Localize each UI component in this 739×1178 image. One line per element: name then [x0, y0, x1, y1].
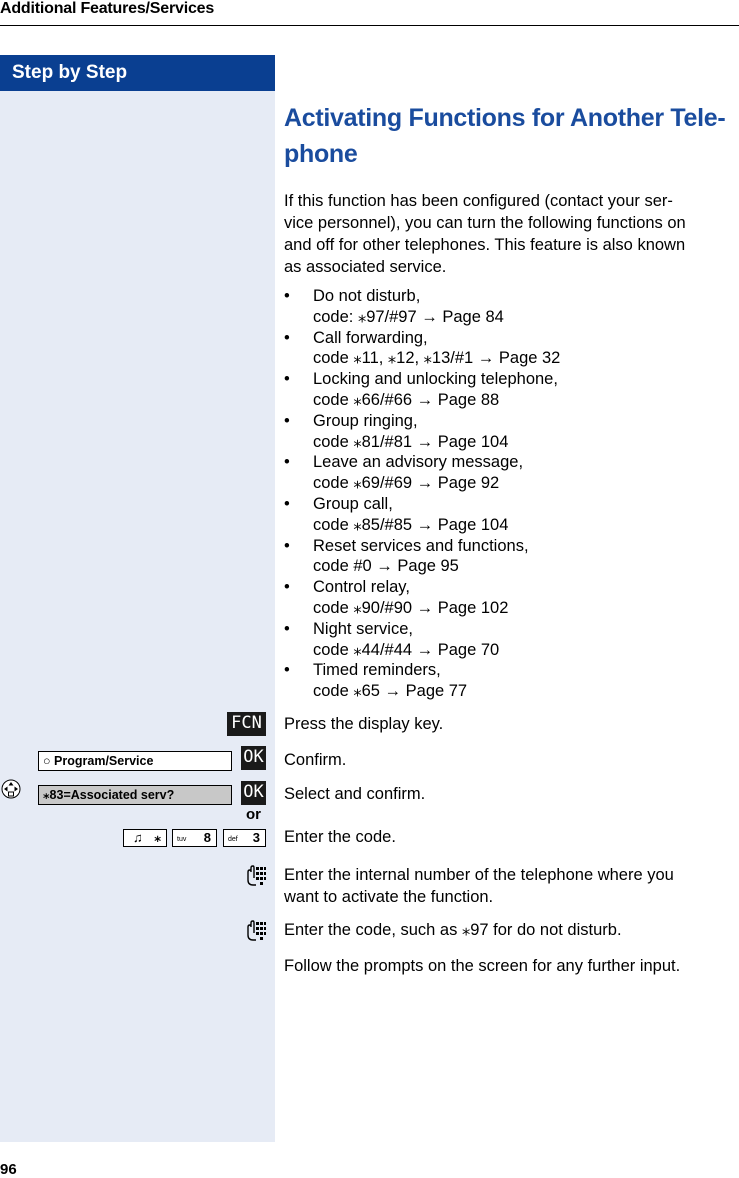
key-3-letters: def: [228, 836, 238, 843]
list-item-label: Group ringing,: [313, 411, 418, 430]
keypad-icon[interactable]: [246, 864, 266, 886]
ok-button[interactable]: OK: [241, 781, 266, 805]
list-item-label: Reset services and functions,: [313, 536, 529, 555]
step-select-text: Select and confirm.: [284, 785, 426, 803]
list-item-code: code ⁎65 → Page 77: [313, 682, 468, 701]
list-item: [284, 452, 739, 494]
list-item-label: Night service,: [313, 619, 413, 638]
key-3-label: 3: [252, 830, 260, 845]
list-item-label: Call forwarding,: [313, 328, 428, 347]
navigation-key-icon[interactable]: [1, 779, 21, 799]
key-3[interactable]: [223, 829, 266, 847]
bullet-dot: •: [284, 661, 290, 680]
page-header-title: Additional Features/Services: [0, 0, 215, 17]
bullet-dot: •: [284, 287, 290, 305]
list-item-label: Group call,: [313, 494, 393, 513]
key-8-label: 8: [203, 830, 211, 845]
list-item: [284, 660, 739, 702]
list-item: [284, 494, 739, 536]
list-item: [284, 411, 739, 453]
step-internal-line-2: want to activate the function.: [284, 888, 494, 906]
list-item-code: code ⁎11, ⁎12, ⁎13/#1 → Page 32: [313, 349, 561, 368]
bell-icon: ♫: [133, 830, 143, 845]
step-follow-text: Follow the prompts on the screen for any further input.: [284, 957, 681, 975]
star-key-label: ⁎: [154, 830, 161, 845]
list-item: [284, 369, 739, 411]
bullet-dot: •: [284, 370, 290, 389]
section-title-line-1: Activating Functions for Another Tele-: [284, 104, 726, 132]
program-service-label: Program/Service: [54, 754, 154, 768]
fcn-display-key[interactable]: FCN: [227, 712, 266, 736]
step-code-text: Enter the code.: [284, 828, 396, 846]
bullet-dot: •: [284, 578, 290, 597]
intro-line-2: vice personnel), you can turn the following functions on: [284, 214, 686, 232]
bullet-dot: •: [284, 536, 290, 555]
sidebar-heading-label: Step by Step: [12, 62, 128, 83]
bullet-dot: •: [284, 328, 290, 347]
list-item-label: Timed reminders,: [313, 661, 441, 680]
function-code-list: [284, 286, 739, 702]
page-number: 96: [0, 1161, 17, 1178]
bullet-dot: •: [284, 494, 290, 513]
header-divider: [0, 25, 739, 26]
bullet-dot: •: [284, 619, 290, 638]
list-item-code: code ⁎66/#66 → Page 88: [313, 390, 500, 409]
list-item: [284, 619, 739, 661]
list-item-code: code ⁎90/#90 → Page 102: [313, 598, 509, 617]
step-by-step-sidebar: [0, 55, 275, 1142]
list-item-label: Leave an advisory message,: [313, 453, 524, 472]
associated-service-label: ⁎83=Associated serv?: [43, 788, 175, 802]
list-item-code: code ⁎44/#44 → Page 70: [313, 640, 500, 659]
intro-line-4: as associated service.: [284, 258, 447, 276]
step-internal-line-1: Enter the internal number of the telephone where you: [284, 866, 674, 884]
section-title-line-2: phone: [284, 140, 358, 168]
key-8[interactable]: [172, 829, 217, 847]
sidebar-heading: [0, 55, 275, 91]
intro-line-3: and off for other telephones. This feature is also known: [284, 236, 686, 254]
list-item-code: code ⁎69/#69 → Page 92: [313, 474, 500, 493]
list-item: [284, 577, 739, 619]
intro-paragraph: [284, 190, 739, 278]
or-label: or: [246, 806, 261, 823]
list-item-label: Control relay,: [313, 578, 410, 597]
step-code-example-text: Enter the code, such as ⁎97 for do not disturb.: [284, 921, 622, 939]
list-item: [284, 286, 739, 328]
star-key[interactable]: [123, 829, 167, 847]
list-item-code: code ⁎85/#85 → Page 104: [313, 515, 509, 534]
list-item-code: code #0 → Page 95: [313, 557, 459, 576]
radio-circle-icon: ○: [43, 754, 51, 768]
associated-service-option[interactable]: [38, 785, 232, 805]
bullet-dot: •: [284, 453, 290, 472]
list-item-code: code: ⁎97/#97 → Page 84: [313, 307, 504, 326]
list-item-code: code ⁎81/#81 → Page 104: [313, 432, 509, 451]
step-fcn-text: Press the display key.: [284, 715, 444, 733]
list-item-label: Locking and unlocking telephone,: [313, 370, 558, 389]
section-title: [284, 100, 736, 172]
keypad-icon[interactable]: [246, 919, 266, 941]
intro-line-1: If this function has been configured (contact your ser-: [284, 192, 673, 210]
bullet-dot: •: [284, 411, 290, 430]
step-internal-number-text: [284, 864, 739, 908]
key-8-letters: tuv: [177, 836, 187, 843]
list-item-label: Do not disturb,: [313, 287, 421, 305]
program-service-option[interactable]: [38, 751, 232, 771]
step-confirm-text: Confirm.: [284, 751, 347, 769]
ok-button[interactable]: OK: [241, 746, 266, 770]
list-item: [284, 536, 739, 578]
list-item: [284, 328, 739, 370]
